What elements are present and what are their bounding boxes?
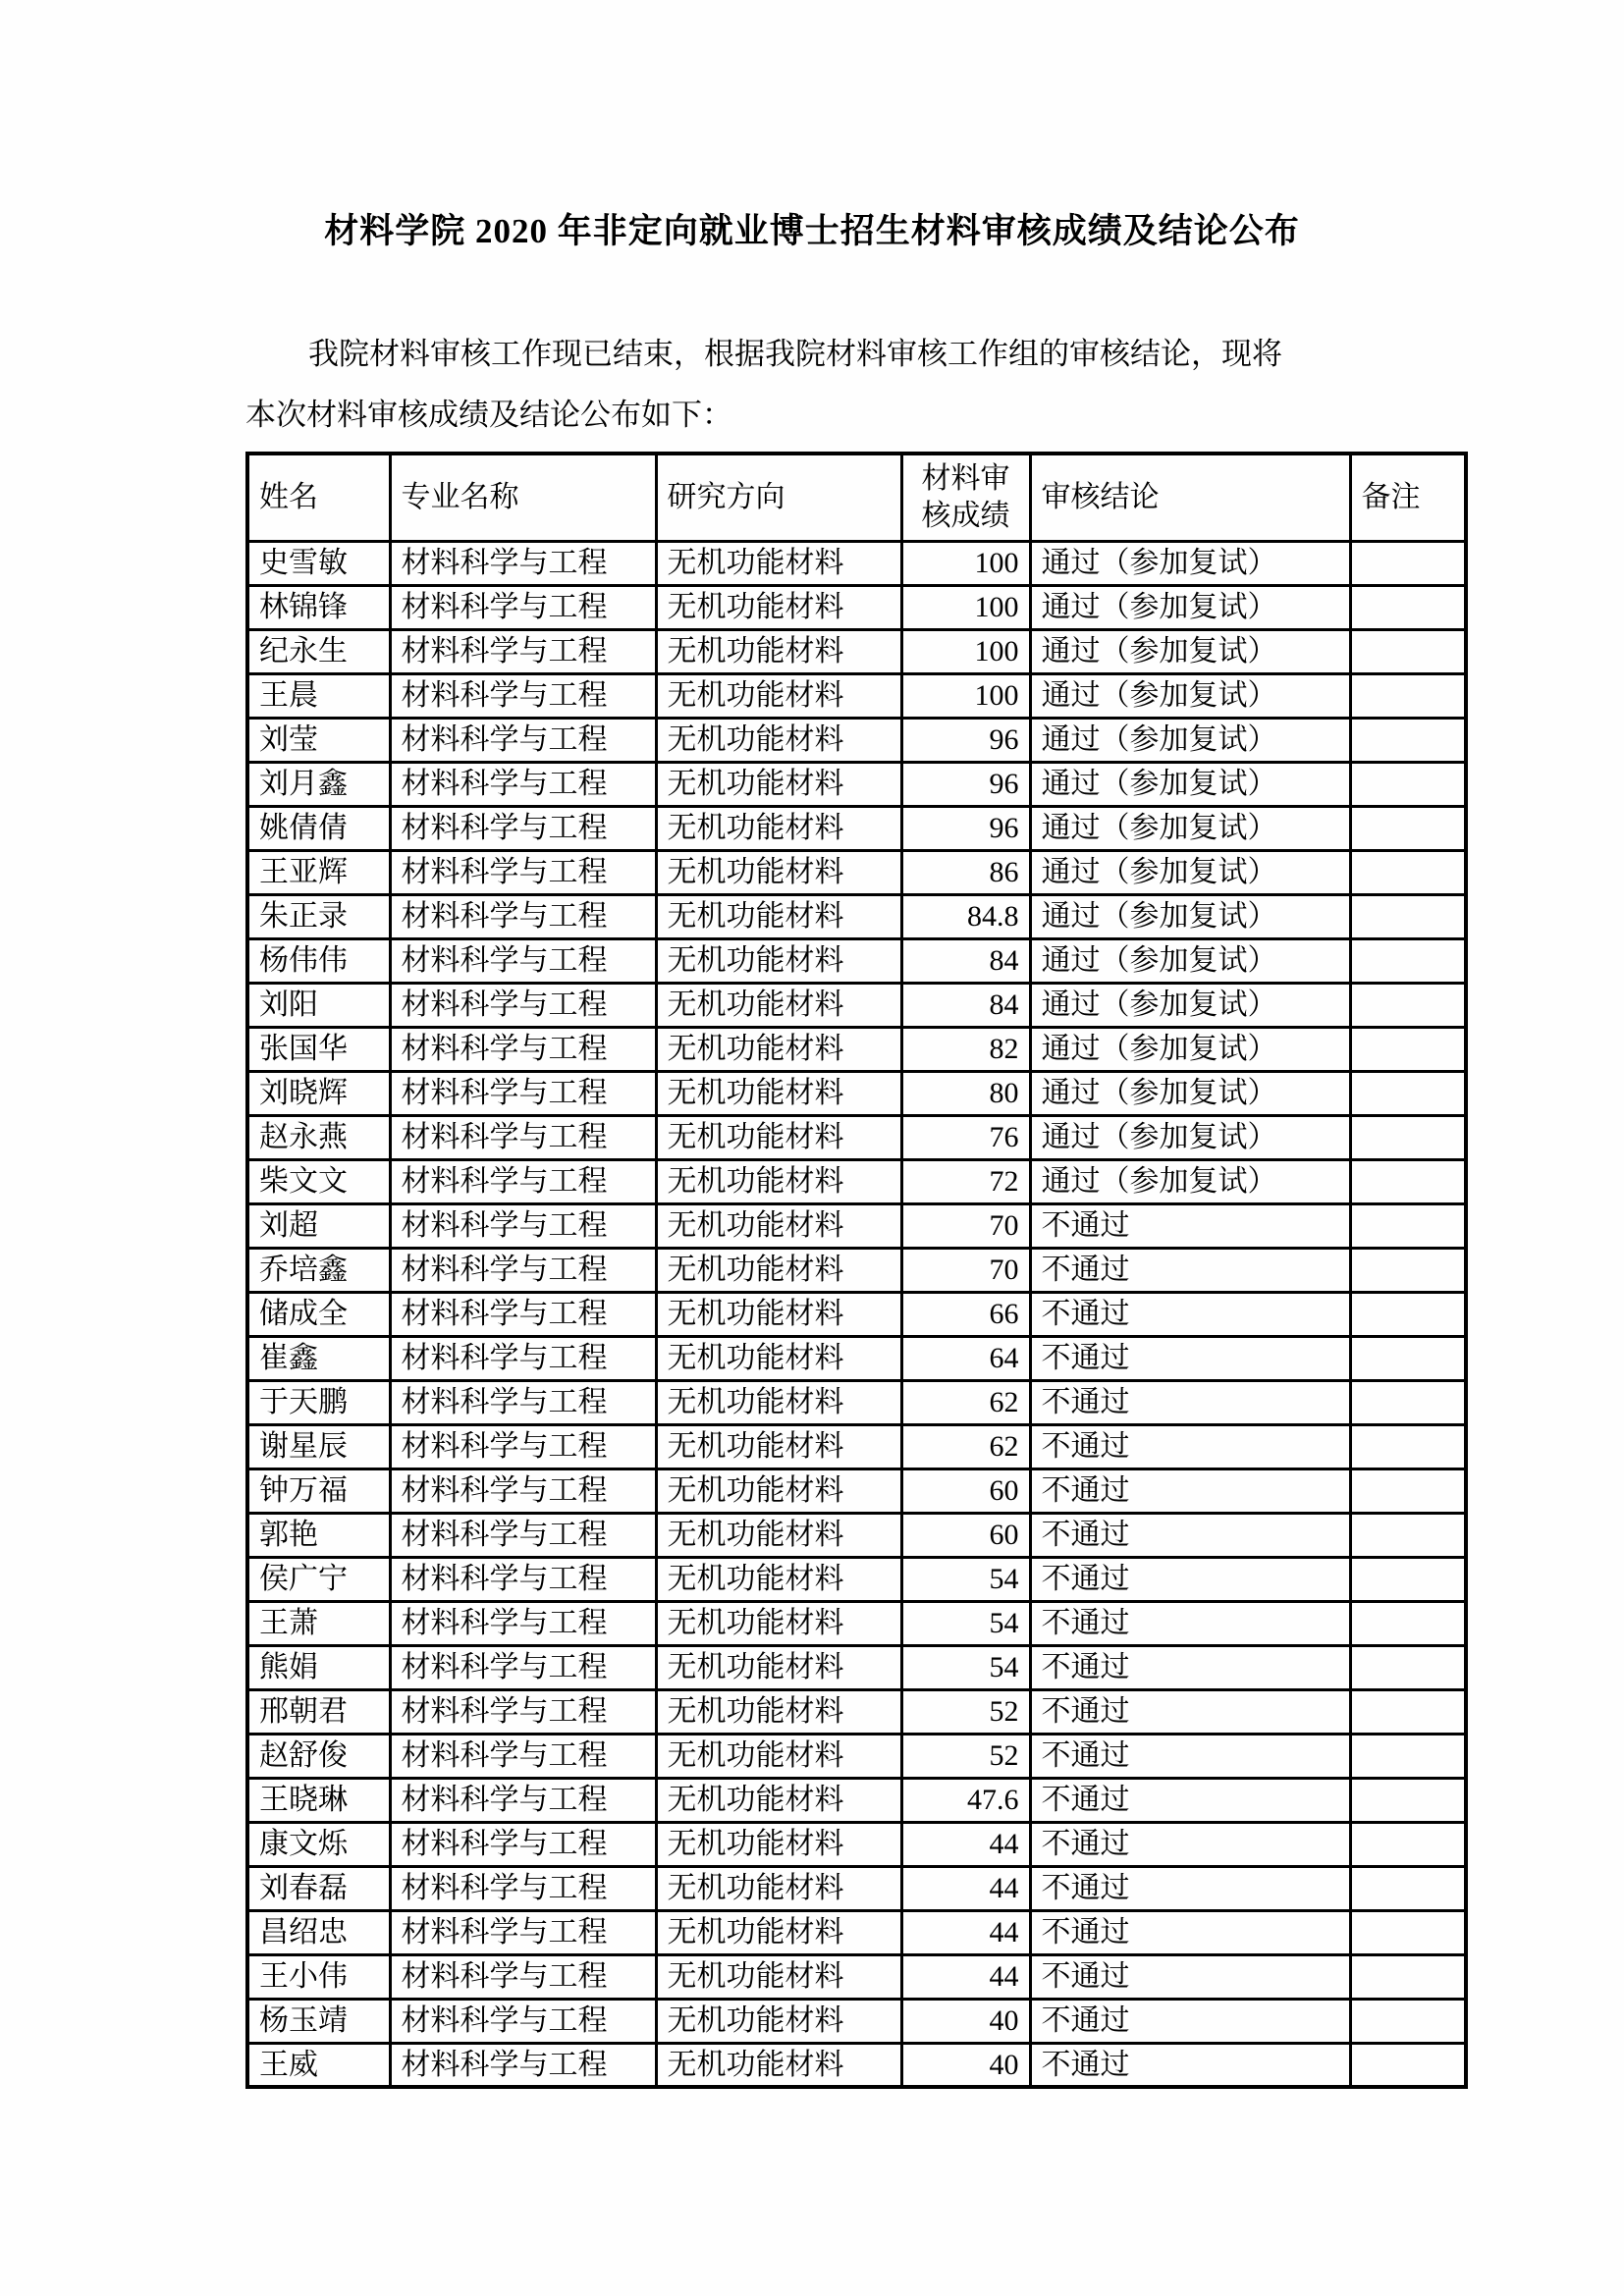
cell-name: 邢朝君 bbox=[247, 1689, 390, 1734]
table-row bbox=[247, 1380, 1466, 1424]
cell-conclusion: 不通过 bbox=[1030, 1292, 1350, 1336]
cell-direction: 无机功能材料 bbox=[656, 585, 901, 629]
cell-score: 44 bbox=[901, 1822, 1030, 1866]
cell-remark bbox=[1350, 938, 1466, 983]
cell-remark bbox=[1350, 629, 1466, 673]
cell-conclusion: 不通过 bbox=[1030, 1336, 1350, 1380]
cell-major: 材料科学与工程 bbox=[390, 673, 656, 718]
cell-major: 材料科学与工程 bbox=[390, 1468, 656, 1513]
cell-name: 刘超 bbox=[247, 1203, 390, 1248]
cell-major: 材料科学与工程 bbox=[390, 894, 656, 938]
cell-remark bbox=[1350, 762, 1466, 806]
cell-major: 材料科学与工程 bbox=[390, 1910, 656, 1954]
cell-name: 谢星辰 bbox=[247, 1424, 390, 1468]
cell-major: 材料科学与工程 bbox=[390, 1866, 656, 1910]
cell-remark bbox=[1350, 585, 1466, 629]
cell-direction: 无机功能材料 bbox=[656, 1822, 901, 1866]
cell-score: 44 bbox=[901, 1866, 1030, 1910]
cell-direction: 无机功能材料 bbox=[656, 1468, 901, 1513]
cell-score: 47.6 bbox=[901, 1778, 1030, 1822]
cell-direction: 无机功能材料 bbox=[656, 1203, 901, 1248]
header-row bbox=[247, 454, 1466, 541]
table-row bbox=[247, 983, 1466, 1027]
cell-name: 于天鹏 bbox=[247, 1380, 390, 1424]
intro-paragraph bbox=[245, 324, 1394, 446]
cell-remark bbox=[1350, 894, 1466, 938]
table-row bbox=[247, 718, 1466, 762]
cell-conclusion: 不通过 bbox=[1030, 1866, 1350, 1910]
cell-name: 刘莹 bbox=[247, 718, 390, 762]
cell-direction: 无机功能材料 bbox=[656, 1380, 901, 1424]
cell-score: 84 bbox=[901, 938, 1030, 983]
cell-remark bbox=[1350, 541, 1466, 585]
cell-name: 赵舒俊 bbox=[247, 1734, 390, 1778]
cell-conclusion: 通过（参加复试） bbox=[1030, 983, 1350, 1027]
table-row bbox=[247, 1115, 1466, 1159]
cell-direction: 无机功能材料 bbox=[656, 1557, 901, 1601]
cell-name: 乔培鑫 bbox=[247, 1248, 390, 1292]
table-row bbox=[247, 673, 1466, 718]
table-row bbox=[247, 2043, 1466, 2087]
cell-major: 材料科学与工程 bbox=[390, 1734, 656, 1778]
header-major: 专业名称 bbox=[390, 454, 656, 541]
table-row bbox=[247, 585, 1466, 629]
cell-conclusion: 通过（参加复试） bbox=[1030, 718, 1350, 762]
cell-major: 材料科学与工程 bbox=[390, 1424, 656, 1468]
cell-score: 76 bbox=[901, 1115, 1030, 1159]
cell-major: 材料科学与工程 bbox=[390, 629, 656, 673]
cell-score: 66 bbox=[901, 1292, 1030, 1336]
cell-major: 材料科学与工程 bbox=[390, 1513, 656, 1557]
cell-remark bbox=[1350, 1203, 1466, 1248]
cell-remark bbox=[1350, 1292, 1466, 1336]
cell-conclusion: 通过（参加复试） bbox=[1030, 762, 1350, 806]
cell-remark bbox=[1350, 1468, 1466, 1513]
cell-direction: 无机功能材料 bbox=[656, 1159, 901, 1203]
cell-major: 材料科学与工程 bbox=[390, 983, 656, 1027]
cell-direction: 无机功能材料 bbox=[656, 1778, 901, 1822]
table-row bbox=[247, 894, 1466, 938]
cell-name: 张国华 bbox=[247, 1027, 390, 1071]
cell-remark bbox=[1350, 2043, 1466, 2087]
cell-direction: 无机功能材料 bbox=[656, 1027, 901, 1071]
cell-score: 60 bbox=[901, 1513, 1030, 1557]
cell-name: 刘晓辉 bbox=[247, 1071, 390, 1115]
cell-name: 王威 bbox=[247, 2043, 390, 2087]
cell-name: 杨伟伟 bbox=[247, 938, 390, 983]
cell-score: 96 bbox=[901, 806, 1030, 850]
cell-conclusion: 通过（参加复试） bbox=[1030, 1071, 1350, 1115]
table-row bbox=[247, 1910, 1466, 1954]
table-row bbox=[247, 938, 1466, 983]
cell-direction: 无机功能材料 bbox=[656, 938, 901, 983]
table-row bbox=[247, 1734, 1466, 1778]
cell-major: 材料科学与工程 bbox=[390, 1027, 656, 1071]
cell-direction: 无机功能材料 bbox=[656, 762, 901, 806]
cell-score: 54 bbox=[901, 1645, 1030, 1689]
cell-direction: 无机功能材料 bbox=[656, 1513, 901, 1557]
header-score: 材料审核成绩 bbox=[901, 454, 1030, 541]
cell-conclusion: 通过（参加复试） bbox=[1030, 1115, 1350, 1159]
cell-name: 史雪敏 bbox=[247, 541, 390, 585]
cell-score: 86 bbox=[901, 850, 1030, 894]
cell-conclusion: 不通过 bbox=[1030, 1910, 1350, 1954]
cell-remark bbox=[1350, 1513, 1466, 1557]
cell-major: 材料科学与工程 bbox=[390, 850, 656, 894]
cell-name: 王晓琳 bbox=[247, 1778, 390, 1822]
cell-name: 姚倩倩 bbox=[247, 806, 390, 850]
table-row bbox=[247, 1557, 1466, 1601]
cell-major: 材料科学与工程 bbox=[390, 1954, 656, 1999]
cell-major: 材料科学与工程 bbox=[390, 718, 656, 762]
cell-score: 54 bbox=[901, 1557, 1030, 1601]
cell-direction: 无机功能材料 bbox=[656, 1248, 901, 1292]
cell-conclusion: 不通过 bbox=[1030, 1248, 1350, 1292]
cell-major: 材料科学与工程 bbox=[390, 1248, 656, 1292]
cell-direction: 无机功能材料 bbox=[656, 629, 901, 673]
cell-remark bbox=[1350, 1866, 1466, 1910]
cell-conclusion: 通过（参加复试） bbox=[1030, 673, 1350, 718]
cell-direction: 无机功能材料 bbox=[656, 1115, 901, 1159]
cell-score: 72 bbox=[901, 1159, 1030, 1203]
table-row bbox=[247, 1468, 1466, 1513]
cell-name: 纪永生 bbox=[247, 629, 390, 673]
cell-score: 100 bbox=[901, 673, 1030, 718]
table-row bbox=[247, 1601, 1466, 1645]
cell-conclusion: 通过（参加复试） bbox=[1030, 1159, 1350, 1203]
cell-score: 40 bbox=[901, 1999, 1030, 2043]
cell-major: 材料科学与工程 bbox=[390, 1557, 656, 1601]
cell-major: 材料科学与工程 bbox=[390, 1778, 656, 1822]
cell-conclusion: 不通过 bbox=[1030, 1468, 1350, 1513]
cell-major: 材料科学与工程 bbox=[390, 1822, 656, 1866]
cell-name: 刘月鑫 bbox=[247, 762, 390, 806]
cell-conclusion: 通过（参加复试） bbox=[1030, 585, 1350, 629]
table-row bbox=[247, 1513, 1466, 1557]
cell-conclusion: 通过（参加复试） bbox=[1030, 541, 1350, 585]
cell-score: 52 bbox=[901, 1689, 1030, 1734]
cell-remark bbox=[1350, 1380, 1466, 1424]
cell-major: 材料科学与工程 bbox=[390, 1336, 656, 1380]
cell-name: 柴文文 bbox=[247, 1159, 390, 1203]
cell-conclusion: 通过（参加复试） bbox=[1030, 1027, 1350, 1071]
cell-direction: 无机功能材料 bbox=[656, 1601, 901, 1645]
cell-direction: 无机功能材料 bbox=[656, 1336, 901, 1380]
table-row bbox=[247, 1866, 1466, 1910]
header-direction: 研究方向 bbox=[656, 454, 901, 541]
cell-direction: 无机功能材料 bbox=[656, 1734, 901, 1778]
cell-major: 材料科学与工程 bbox=[390, 1999, 656, 2043]
cell-score: 60 bbox=[901, 1468, 1030, 1513]
cell-name: 钟万福 bbox=[247, 1468, 390, 1513]
cell-remark bbox=[1350, 850, 1466, 894]
header-remark: 备注 bbox=[1350, 454, 1466, 541]
cell-score: 100 bbox=[901, 629, 1030, 673]
cell-name: 林锦锋 bbox=[247, 585, 390, 629]
cell-remark bbox=[1350, 1424, 1466, 1468]
cell-direction: 无机功能材料 bbox=[656, 2043, 901, 2087]
cell-major: 材料科学与工程 bbox=[390, 1203, 656, 1248]
cell-name: 刘春磊 bbox=[247, 1866, 390, 1910]
cell-direction: 无机功能材料 bbox=[656, 1292, 901, 1336]
cell-conclusion: 不通过 bbox=[1030, 2043, 1350, 2087]
cell-major: 材料科学与工程 bbox=[390, 1071, 656, 1115]
cell-conclusion: 通过（参加复试） bbox=[1030, 850, 1350, 894]
cell-name: 侯广宁 bbox=[247, 1557, 390, 1601]
table-row bbox=[247, 1159, 1466, 1203]
cell-remark bbox=[1350, 1336, 1466, 1380]
table-row bbox=[247, 1203, 1466, 1248]
table-row bbox=[247, 1954, 1466, 1999]
cell-direction: 无机功能材料 bbox=[656, 1954, 901, 1999]
cell-conclusion: 不通过 bbox=[1030, 1822, 1350, 1866]
cell-remark bbox=[1350, 1999, 1466, 2043]
cell-major: 材料科学与工程 bbox=[390, 1601, 656, 1645]
cell-conclusion: 不通过 bbox=[1030, 1513, 1350, 1557]
cell-direction: 无机功能材料 bbox=[656, 1645, 901, 1689]
table-row bbox=[247, 806, 1466, 850]
cell-major: 材料科学与工程 bbox=[390, 806, 656, 850]
cell-score: 100 bbox=[901, 585, 1030, 629]
table-body bbox=[247, 541, 1466, 2087]
cell-remark bbox=[1350, 1645, 1466, 1689]
cell-major: 材料科学与工程 bbox=[390, 585, 656, 629]
cell-remark bbox=[1350, 1557, 1466, 1601]
cell-name: 王小伟 bbox=[247, 1954, 390, 1999]
cell-direction: 无机功能材料 bbox=[656, 1424, 901, 1468]
cell-score: 80 bbox=[901, 1071, 1030, 1115]
table-row bbox=[247, 1424, 1466, 1468]
cell-remark bbox=[1350, 1822, 1466, 1866]
cell-name: 王晨 bbox=[247, 673, 390, 718]
table-row bbox=[247, 541, 1466, 585]
table-row bbox=[247, 1778, 1466, 1822]
cell-conclusion: 不通过 bbox=[1030, 1778, 1350, 1822]
cell-conclusion: 不通过 bbox=[1030, 1999, 1350, 2043]
table-row bbox=[247, 629, 1466, 673]
cell-conclusion: 通过（参加复试） bbox=[1030, 806, 1350, 850]
cell-remark bbox=[1350, 718, 1466, 762]
cell-score: 84 bbox=[901, 983, 1030, 1027]
table-row bbox=[247, 1689, 1466, 1734]
cell-direction: 无机功能材料 bbox=[656, 673, 901, 718]
cell-conclusion: 不通过 bbox=[1030, 1557, 1350, 1601]
cell-major: 材料科学与工程 bbox=[390, 938, 656, 983]
cell-remark bbox=[1350, 673, 1466, 718]
cell-score: 70 bbox=[901, 1203, 1030, 1248]
cell-major: 材料科学与工程 bbox=[390, 2043, 656, 2087]
cell-score: 84.8 bbox=[901, 894, 1030, 938]
cell-remark bbox=[1350, 1071, 1466, 1115]
cell-score: 62 bbox=[901, 1380, 1030, 1424]
cell-major: 材料科学与工程 bbox=[390, 1645, 656, 1689]
cell-conclusion: 不通过 bbox=[1030, 1601, 1350, 1645]
cell-direction: 无机功能材料 bbox=[656, 1689, 901, 1734]
cell-score: 54 bbox=[901, 1601, 1030, 1645]
cell-score: 70 bbox=[901, 1248, 1030, 1292]
cell-name: 崔鑫 bbox=[247, 1336, 390, 1380]
cell-direction: 无机功能材料 bbox=[656, 1866, 901, 1910]
cell-conclusion: 通过（参加复试） bbox=[1030, 894, 1350, 938]
cell-conclusion: 不通过 bbox=[1030, 1954, 1350, 1999]
cell-remark bbox=[1350, 1689, 1466, 1734]
cell-remark bbox=[1350, 1910, 1466, 1954]
cell-score: 96 bbox=[901, 762, 1030, 806]
cell-name: 赵永燕 bbox=[247, 1115, 390, 1159]
table-row bbox=[247, 1336, 1466, 1380]
cell-name: 朱正录 bbox=[247, 894, 390, 938]
cell-remark bbox=[1350, 1954, 1466, 1999]
cell-remark bbox=[1350, 1115, 1466, 1159]
cell-conclusion: 不通过 bbox=[1030, 1645, 1350, 1689]
cell-conclusion: 不通过 bbox=[1030, 1689, 1350, 1734]
table-row bbox=[247, 1248, 1466, 1292]
cell-major: 材料科学与工程 bbox=[390, 1689, 656, 1734]
table-row bbox=[247, 1822, 1466, 1866]
cell-major: 材料科学与工程 bbox=[390, 1380, 656, 1424]
cell-remark bbox=[1350, 983, 1466, 1027]
cell-score: 62 bbox=[901, 1424, 1030, 1468]
intro-line-1: 我院材料审核工作现已结束，根据我院材料审核工作组的审核结论，现将 bbox=[308, 337, 1282, 371]
cell-major: 材料科学与工程 bbox=[390, 541, 656, 585]
cell-score: 100 bbox=[901, 541, 1030, 585]
cell-score: 44 bbox=[901, 1954, 1030, 1999]
table-row bbox=[247, 1999, 1466, 2043]
cell-conclusion: 通过（参加复试） bbox=[1030, 629, 1350, 673]
cell-score: 64 bbox=[901, 1336, 1030, 1380]
cell-direction: 无机功能材料 bbox=[656, 1999, 901, 2043]
cell-score: 40 bbox=[901, 2043, 1030, 2087]
cell-score: 82 bbox=[901, 1027, 1030, 1071]
cell-conclusion: 不通过 bbox=[1030, 1424, 1350, 1468]
table-header bbox=[247, 454, 1466, 541]
cell-direction: 无机功能材料 bbox=[656, 718, 901, 762]
cell-major: 材料科学与工程 bbox=[390, 1115, 656, 1159]
table-row bbox=[247, 1292, 1466, 1336]
cell-direction: 无机功能材料 bbox=[656, 850, 901, 894]
page-title: 材料学院 2020 年非定向就业博士招生材料审核成绩及结论公布 bbox=[324, 212, 1300, 250]
table-row bbox=[247, 850, 1466, 894]
table-row bbox=[247, 762, 1466, 806]
cell-name: 昌绍忠 bbox=[247, 1910, 390, 1954]
cell-direction: 无机功能材料 bbox=[656, 894, 901, 938]
cell-direction: 无机功能材料 bbox=[656, 806, 901, 850]
cell-name: 康文烁 bbox=[247, 1822, 390, 1866]
cell-name: 王萧 bbox=[247, 1601, 390, 1645]
cell-remark bbox=[1350, 1159, 1466, 1203]
cell-score: 96 bbox=[901, 718, 1030, 762]
table-row bbox=[247, 1071, 1466, 1115]
intro-line-2: 本次材料审核成绩及结论公布如下： bbox=[245, 398, 732, 432]
cell-conclusion: 不通过 bbox=[1030, 1734, 1350, 1778]
cell-score: 44 bbox=[901, 1910, 1030, 1954]
cell-major: 材料科学与工程 bbox=[390, 1159, 656, 1203]
cell-direction: 无机功能材料 bbox=[656, 983, 901, 1027]
table-row bbox=[247, 1027, 1466, 1071]
cell-conclusion: 不通过 bbox=[1030, 1380, 1350, 1424]
cell-direction: 无机功能材料 bbox=[656, 1071, 901, 1115]
header-conclusion: 审核结论 bbox=[1030, 454, 1350, 541]
cell-conclusion: 不通过 bbox=[1030, 1203, 1350, 1248]
cell-name: 储成全 bbox=[247, 1292, 390, 1336]
cell-remark bbox=[1350, 1778, 1466, 1822]
cell-direction: 无机功能材料 bbox=[656, 541, 901, 585]
cell-remark bbox=[1350, 806, 1466, 850]
cell-name: 刘阳 bbox=[247, 983, 390, 1027]
header-name: 姓名 bbox=[247, 454, 390, 541]
cell-remark bbox=[1350, 1601, 1466, 1645]
cell-remark bbox=[1350, 1027, 1466, 1071]
cell-remark bbox=[1350, 1734, 1466, 1778]
results-table bbox=[245, 452, 1468, 2089]
cell-name: 杨玉靖 bbox=[247, 1999, 390, 2043]
cell-major: 材料科学与工程 bbox=[390, 1292, 656, 1336]
cell-name: 郭艳 bbox=[247, 1513, 390, 1557]
cell-name: 熊娟 bbox=[247, 1645, 390, 1689]
table-row bbox=[247, 1645, 1466, 1689]
cell-remark bbox=[1350, 1248, 1466, 1292]
cell-name: 王亚辉 bbox=[247, 850, 390, 894]
cell-direction: 无机功能材料 bbox=[656, 1910, 901, 1954]
cell-score: 52 bbox=[901, 1734, 1030, 1778]
cell-conclusion: 通过（参加复试） bbox=[1030, 938, 1350, 983]
cell-major: 材料科学与工程 bbox=[390, 762, 656, 806]
